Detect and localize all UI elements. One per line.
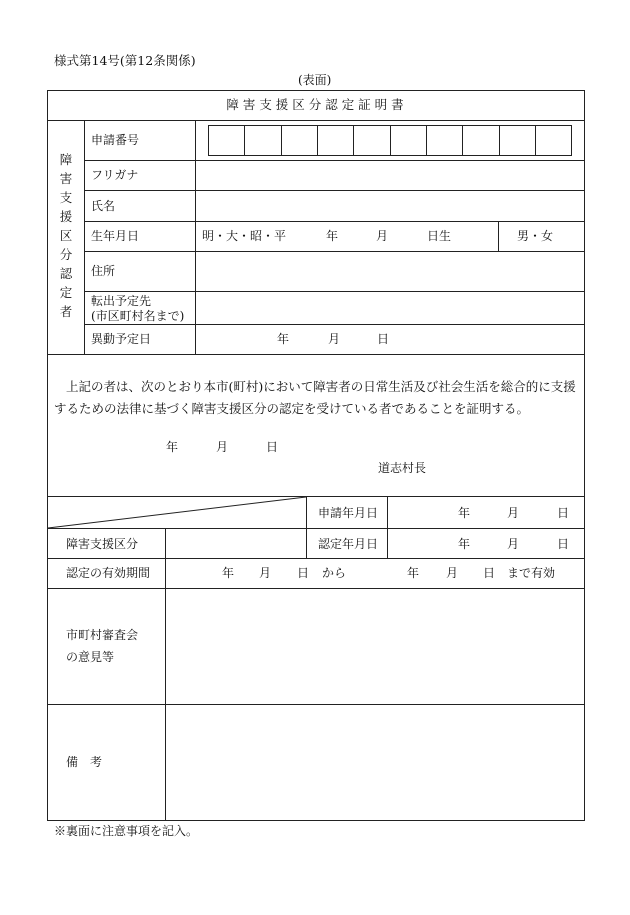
application-number-label: 申請番号 [91, 133, 140, 147]
application-month-unit: 月 [507, 506, 520, 520]
diagonal-slash [47, 496, 307, 529]
number-box-divider [353, 125, 354, 156]
move-out-label-note: (市区町村名まで) [91, 309, 185, 323]
rule [84, 190, 585, 191]
number-box-divider [499, 125, 500, 156]
issue-day-unit: 日 [266, 440, 279, 454]
move-out-label: 転出予定先 [91, 294, 152, 308]
birth-date-label: 生年月日 [91, 229, 140, 243]
validity-until: まで有効 [507, 566, 556, 580]
certification-day-unit: 日 [557, 537, 570, 551]
number-box-divider [390, 125, 391, 156]
birth-eras[interactable]: 明・大・昭・平 [202, 229, 287, 243]
birth-month-unit: 月 [376, 229, 389, 243]
footnote: ※裏面に注意事項を記入。 [54, 824, 199, 838]
subject-section-label: 障 害 支 援 区 分 認 定 者 [59, 152, 73, 319]
birth-day-unit: 日生 [427, 229, 452, 243]
rule [84, 120, 85, 354]
furigana-label: フリガナ [91, 168, 139, 182]
validity-from: から [322, 566, 347, 580]
number-box-divider [244, 125, 245, 156]
rule [498, 221, 499, 251]
validity-start-day-unit: 日 [297, 566, 310, 580]
opinion-label-2: の意見等 [66, 650, 115, 664]
rule [84, 221, 585, 222]
validity-start-year-unit: 年 [222, 566, 235, 580]
sex-choice[interactable]: 男・女 [517, 229, 554, 243]
move-day-unit: 日 [377, 332, 390, 346]
form-number: 様式第14号(第12条関係) [54, 53, 196, 68]
validity-end-year-unit: 年 [407, 566, 420, 580]
statement-line-1: 上記の者は、次のとおり本市(町村)において障害者の日常生活及び社会生活を総合的に支援 [66, 379, 576, 394]
category-label: 障害支援区分 [66, 537, 139, 551]
move-month-unit: 月 [328, 332, 341, 346]
rule [165, 528, 166, 821]
name-label: 氏名 [91, 199, 116, 213]
issue-year-unit: 年 [166, 440, 179, 454]
address-label: 住所 [91, 264, 116, 278]
number-box-divider [317, 125, 318, 156]
certification-date-label: 認定年月日 [318, 537, 379, 551]
application-date-label: 申請年月日 [318, 506, 379, 520]
validity-end-month-unit: 月 [446, 566, 459, 580]
move-date-label: 異動予定日 [91, 332, 152, 346]
application-year-unit: 年 [458, 506, 471, 520]
rule [387, 496, 388, 558]
form-title: 障 害 支 援 区 分 認 定 証 明 書 [226, 97, 404, 112]
number-box-divider [281, 125, 282, 156]
form-side: (表面) [298, 73, 332, 87]
number-box-divider [535, 125, 536, 156]
form-frame [47, 90, 585, 821]
number-box-divider [426, 125, 427, 156]
certification-month-unit: 月 [507, 537, 520, 551]
validity-end-day-unit: 日 [483, 566, 496, 580]
rule [47, 704, 585, 705]
move-year-unit: 年 [277, 332, 290, 346]
validity-start-month-unit: 月 [259, 566, 272, 580]
rule [47, 120, 585, 121]
rule [84, 324, 585, 325]
rule [195, 120, 196, 354]
rule [84, 291, 585, 292]
issuer-name: 道志村長 [378, 461, 427, 475]
issue-month-unit: 月 [216, 440, 229, 454]
number-box-divider [462, 125, 463, 156]
rule [47, 354, 585, 355]
validity-label: 認定の有効期間 [66, 566, 151, 580]
birth-year-unit: 年 [326, 229, 339, 243]
rule [84, 160, 585, 161]
rule [47, 588, 585, 589]
remarks-label: 備 考 [66, 755, 103, 769]
rule [47, 558, 585, 559]
application-day-unit: 日 [557, 506, 570, 520]
certification-year-unit: 年 [458, 537, 471, 551]
opinion-label: 市町村審査会 [66, 628, 139, 642]
rule [84, 251, 585, 252]
statement-line-2: するための法律に基づく障害支援区分の認定を受けている者であることを証明する。 [54, 401, 530, 416]
application-number-boxes[interactable] [208, 125, 572, 156]
